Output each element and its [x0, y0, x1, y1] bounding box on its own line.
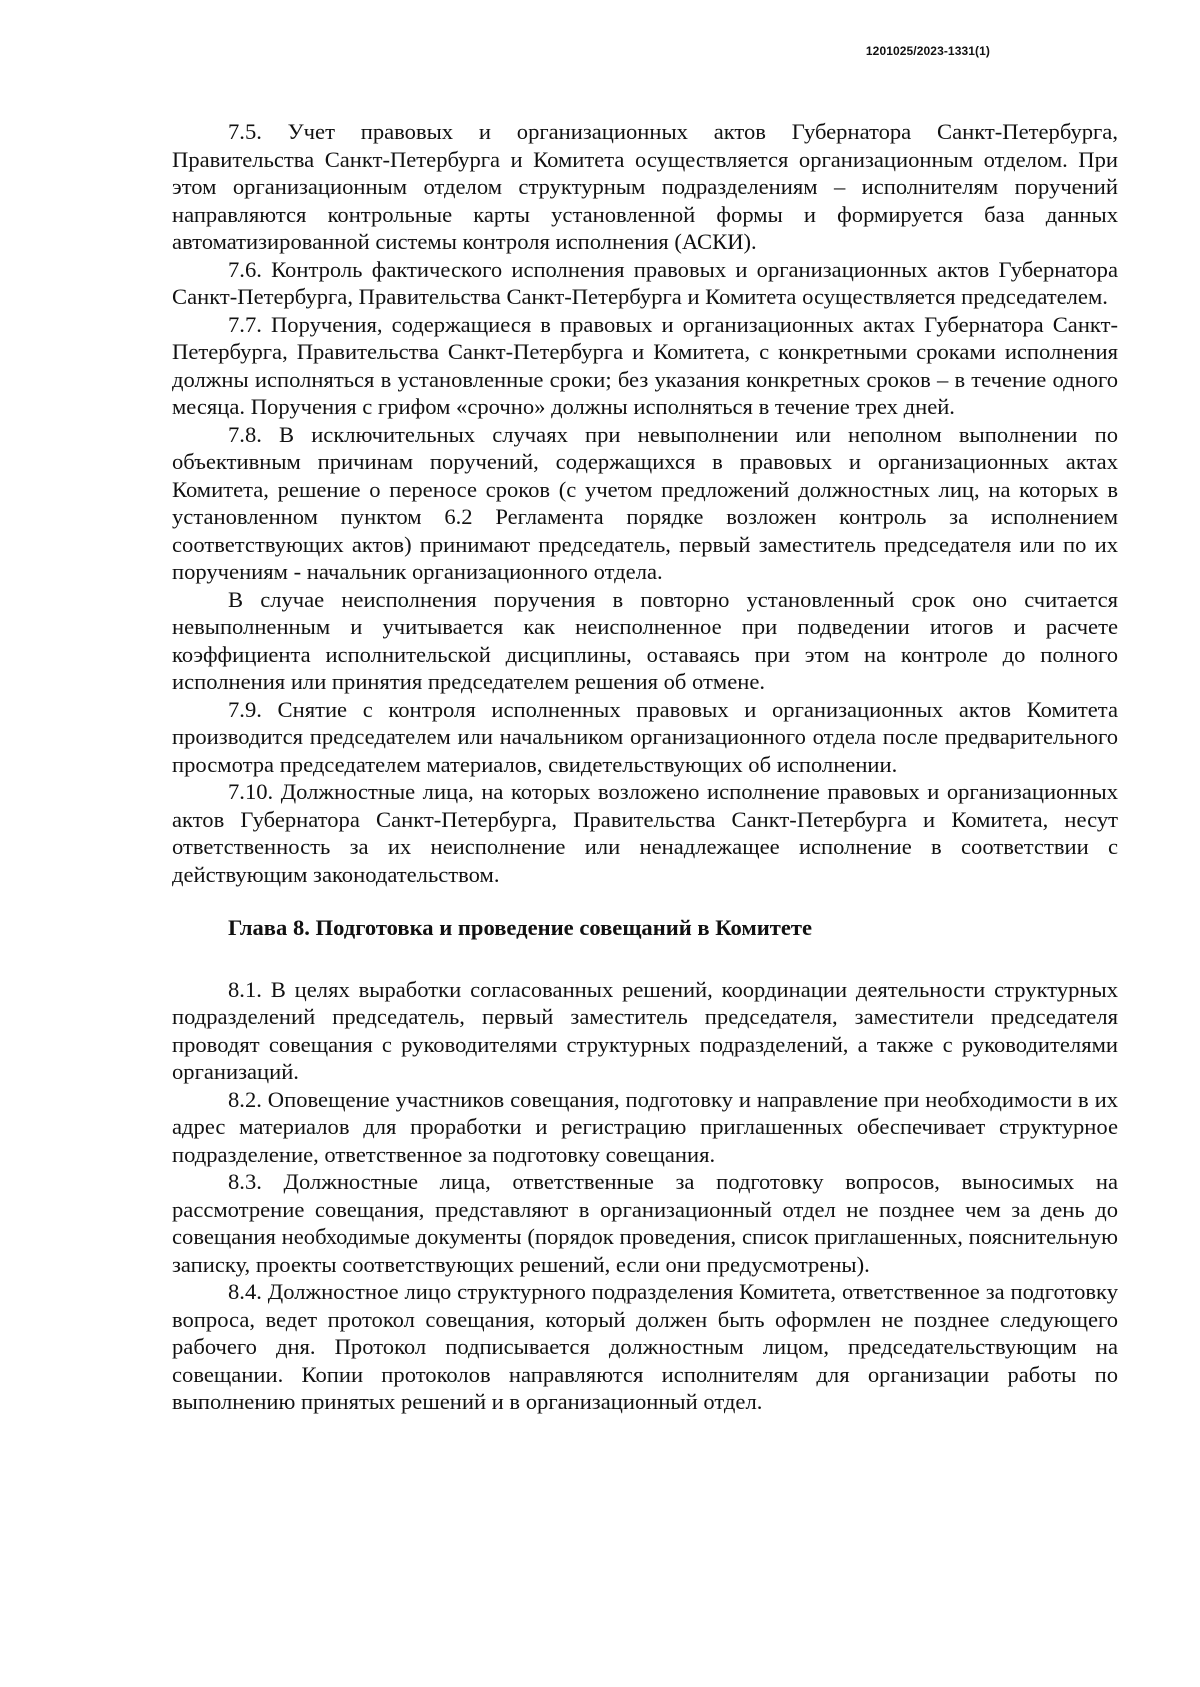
paragraph-7-9: 7.9. Снятие с контроля исполненных правовых и организационных актов Комитета производится председателем или начальником организационного отдела после предварительного просмотра председателем материалов, свидетельствующих об исполнении. — [172, 696, 1118, 777]
chapter-8-heading: Глава 8. Подготовка и проведение совещаний в Комитете — [228, 915, 813, 940]
paragraph-7-8: 7.8. В исключительных случаях при невыполнении или неполном выполнении по объективным причинам поручений, содержащихся в правовых и организационных актах Комитета, решение о переносе сроков (с учетом предложений должностных лиц, на которых в установленном пунктом 6.2 Регламента порядке возложен контроль за исполнением соответствующих актов) принимают председатель, первый заместитель председателя или по их поручениям - начальник организационного отдела. — [172, 421, 1118, 584]
paragraph-7-6: 7.6. Контроль фактического исполнения правовых и организационных актов Губернатора Санкт-Петербурга, Правительства Санкт-Петербурга и Комитета осуществляется председателем. — [172, 256, 1118, 309]
paragraph-7-10: 7.10. Должностные лица, на которых возложено исполнение правовых и организационных актов Губернатора Санкт-Петербурга, Правительства Санкт-Петербурга и Комитета, несут ответственность за их неисполнение или ненадлежащее исполнение в соответствии с действующим законодательством. — [172, 779, 1118, 887]
document-number: 1201025/2023-1331(1) — [865, 44, 990, 58]
paragraph-8-3: 8.3. Должностные лица, ответственные за подготовку вопросов, выносимых на рассмотрение совещания, представляют в организационный отдел не позднее чем за день до совещания необходимые документы (порядок проведения, список приглашенных, пояснительную записку, проекты соответствующих решений, если они предусмотрены). — [172, 1169, 1118, 1277]
paragraph-7-7: 7.7. Поручения, содержащиеся в правовых и организационных актах Губернатора Санкт-Петербурга, Правительства Санкт-Петербурга и Комитета, с конкретными сроками исполнения должны исполняться в установленные сроки; без указания конкретных сроков – в течение одного месяца. Поручения с грифом «срочно» должны исполняться в течение трех дней. — [172, 311, 1118, 419]
document-body — [172, 118, 1118, 1416]
paragraph-8-2: 8.2. Оповещение участников совещания, подготовку и направление при необходимости в их адрес материалов для проработки и регистрацию приглашенных обеспечивает структурное подразделение, ответственное за подготовку совещания. — [172, 1086, 1118, 1167]
paragraph-7-5: 7.5. Учет правовых и организационных актов Губернатора Санкт-Петербурга, Правительства Санкт-Петербурга и Комитета осуществляется организационным отделом. При этом организационным отделом структурным подразделениям – исполнителям поручений направляются контрольные карты установленной формы и формируется база данных автоматизированной системы контроля исполнения (АСКИ). — [172, 119, 1118, 254]
paragraph-7-8-continued: В случае неисполнения поручения в повторно установленный срок оно считается невыполненным и учитывается как неисполненное при подведении итогов и расчете коэффициента исполнительской дисциплины, оставаясь при этом на контроле до полного исполнения или принятия председателем решения об отмене. — [172, 586, 1118, 694]
paragraph-8-4: 8.4. Должностное лицо структурного подразделения Комитета, ответственное за подготовку вопроса, ведет протокол совещания, который должен быть оформлен не позднее следующего рабочего дня. Протокол подписывается должностным лицом, председательствующим на совещании. Копии протоколов направляются исполнителям для организации работы по выполнению принятых решений и в организационный отдел. — [172, 1279, 1118, 1414]
paragraph-8-1: 8.1. В целях выработки согласованных решений, координации деятельности структурных подразделений председатель, первый заместитель председателя, заместители председателя проводят совещания с руководителями структурных подразделений, а также с руководителями организаций. — [172, 976, 1118, 1084]
